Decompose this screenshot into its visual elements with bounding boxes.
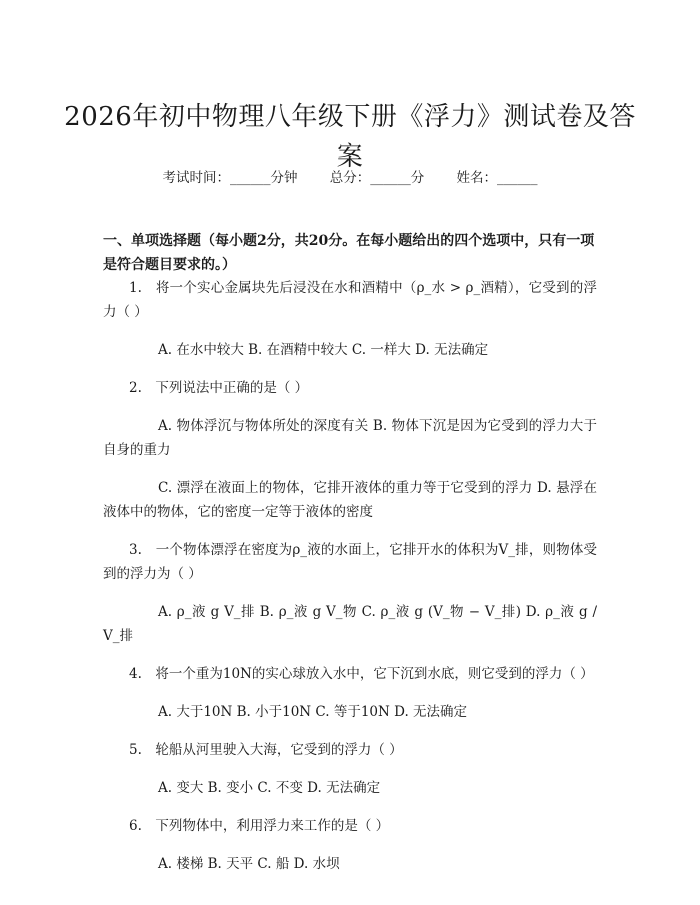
exam-total-score: 总分：______分 xyxy=(329,170,425,186)
question-3-stem: 3. 一个物体漂浮在密度为ρ_液的水面上，它排开水的体积为V_排，则物体受到的浮力为（ ） xyxy=(103,542,597,582)
question-2-stem: 2. 下列说法中正确的是（ ） xyxy=(129,380,309,396)
exam-info xyxy=(0,168,700,188)
question-4-stem: 4. 将一个重为10N的实心球放入水中，它下沉到水底，则它受到的浮力（ ） xyxy=(129,666,594,682)
question-6-stem: 6. 下列物体中，利用浮力来工作的是（ ） xyxy=(129,818,390,834)
question-5-options: A. 变大 B. 变小 C. 不变 D. 无法确定 xyxy=(158,780,381,796)
exam-time: 考试时间：______分钟 xyxy=(162,170,298,186)
question-3-options: A. ρ_液 g V_排 B. ρ_液 g V_物 C. ρ_液 g (V_物 − V_排) D. ρ_液 g / V_排 xyxy=(103,604,597,644)
question-1-options: A. 在水中较大 B. 在酒精中较大 C. 一样大 D. 无法确定 xyxy=(158,342,489,358)
question-1-stem: 1. 将一个实心金属块先后浸没在水和酒精中（ρ_水 > ρ_酒精），它受到的浮力（ ） xyxy=(103,280,597,320)
section-heading: 一、单项选择题（每小题2分，共20分。在每小题给出的四个选项中，只有一项是符合题目要求的。） xyxy=(103,233,595,273)
question-2-options-ab: A. 物体浮沉与物体所处的深度有关 B. 物体下沉是因为它受到的浮力大于自身的重力 xyxy=(103,418,597,458)
question-4-options: A. 大于10N B. 小于10N C. 等于10N D. 无法确定 xyxy=(158,704,468,720)
question-2-options-cd: C. 漂浮在液面上的物体，它排开液体的重力等于它受到的浮力 D. 悬浮在液体中的物体，它的密度一定等于液体的密度 xyxy=(103,480,597,520)
document-title: 2026年初中物理八年级下册《浮力》测试卷及答案 xyxy=(64,102,636,173)
question-list xyxy=(103,276,597,876)
student-name: 姓名：______ xyxy=(456,170,538,186)
question-6-options: A. 楼梯 B. 天平 C. 船 D. 水坝 xyxy=(158,856,340,872)
question-5-stem: 5. 轮船从河里驶入大海，它受到的浮力（ ） xyxy=(129,742,403,758)
